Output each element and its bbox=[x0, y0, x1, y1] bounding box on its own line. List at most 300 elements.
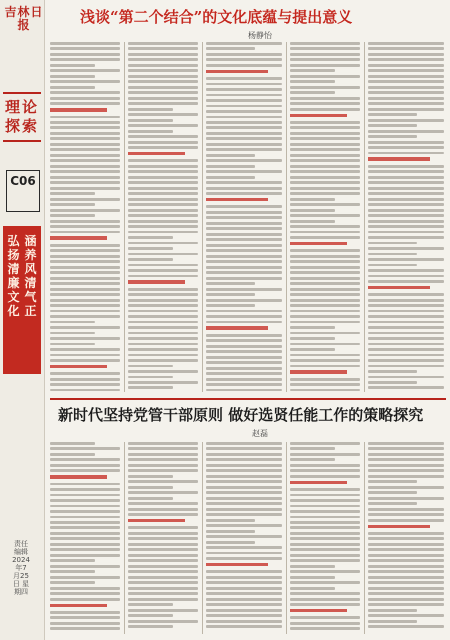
text-line-placeholder bbox=[206, 53, 282, 56]
text-line-placeholder bbox=[128, 181, 198, 184]
text-line-placeholder bbox=[206, 361, 282, 364]
text-line-placeholder bbox=[128, 209, 198, 212]
text-line-placeholder bbox=[206, 121, 282, 124]
text-line-placeholder bbox=[50, 97, 120, 100]
text-line-placeholder bbox=[50, 442, 95, 445]
text-line-placeholder bbox=[128, 192, 198, 195]
text-line-placeholder bbox=[50, 220, 120, 223]
text-line-placeholder bbox=[368, 447, 444, 450]
text-line-placeholder bbox=[50, 47, 120, 50]
text-line-placeholder bbox=[206, 94, 282, 97]
text-line-placeholder bbox=[50, 537, 120, 540]
text-line-placeholder bbox=[368, 108, 444, 111]
text-line-placeholder bbox=[128, 526, 198, 529]
text-line-placeholder bbox=[368, 47, 444, 50]
text-line-placeholder bbox=[368, 343, 444, 346]
text-line-placeholder bbox=[368, 269, 444, 272]
text-line-placeholder bbox=[128, 565, 198, 568]
text-line-placeholder bbox=[368, 231, 444, 234]
text-line-placeholder bbox=[206, 233, 282, 236]
text-line-placeholder bbox=[368, 299, 444, 302]
text-line-placeholder bbox=[206, 581, 282, 584]
text-line-placeholder bbox=[206, 238, 282, 241]
text-line-placeholder bbox=[206, 546, 282, 549]
text-line-placeholder bbox=[206, 88, 282, 91]
subheading-placeholder bbox=[128, 280, 185, 283]
text-line-placeholder bbox=[206, 350, 282, 353]
text-line-placeholder bbox=[368, 480, 417, 483]
text-line-placeholder bbox=[368, 264, 417, 267]
section-divider bbox=[50, 398, 446, 400]
text-line-placeholder bbox=[290, 310, 360, 313]
text-line-placeholder bbox=[290, 97, 360, 100]
text-line-placeholder bbox=[368, 209, 444, 212]
text-line-placeholder bbox=[50, 383, 120, 386]
text-line-placeholder bbox=[290, 47, 360, 50]
article1-column-3 bbox=[206, 42, 282, 392]
text-line-placeholder bbox=[206, 310, 282, 313]
subheading-placeholder bbox=[50, 365, 107, 368]
text-line-placeholder bbox=[368, 559, 444, 562]
text-line-placeholder bbox=[128, 537, 198, 540]
text-line-placeholder bbox=[368, 548, 444, 551]
column-rule bbox=[364, 42, 365, 392]
text-line-placeholder bbox=[128, 69, 198, 72]
text-line-placeholder bbox=[128, 264, 198, 267]
text-line-placeholder bbox=[290, 321, 360, 324]
text-line-placeholder bbox=[206, 378, 282, 381]
text-line-placeholder bbox=[368, 381, 417, 384]
text-line-placeholder bbox=[368, 293, 444, 296]
text-line-placeholder bbox=[368, 453, 444, 456]
text-line-placeholder bbox=[206, 598, 282, 601]
text-line-placeholder bbox=[206, 614, 282, 617]
text-line-placeholder bbox=[128, 108, 173, 111]
text-line-placeholder bbox=[290, 198, 335, 201]
text-line-placeholder bbox=[290, 559, 360, 562]
article2-author: 赵磊 bbox=[252, 429, 268, 438]
text-line-placeholder bbox=[128, 187, 198, 190]
text-line-placeholder bbox=[206, 216, 282, 219]
text-line-placeholder bbox=[290, 126, 360, 129]
subheading-placeholder bbox=[290, 481, 347, 484]
text-line-placeholder bbox=[290, 453, 360, 456]
text-line-placeholder bbox=[290, 442, 360, 445]
text-line-placeholder bbox=[128, 603, 173, 606]
text-line-placeholder bbox=[368, 475, 444, 478]
column-rule bbox=[364, 442, 365, 634]
text-line-placeholder bbox=[290, 154, 360, 157]
text-line-placeholder bbox=[128, 587, 198, 590]
text-line-placeholder bbox=[368, 124, 417, 127]
text-line-placeholder bbox=[50, 244, 120, 247]
text-line-placeholder bbox=[290, 249, 360, 252]
text-line-placeholder bbox=[128, 592, 198, 595]
text-line-placeholder bbox=[290, 108, 360, 111]
text-line-placeholder bbox=[206, 132, 282, 135]
text-line-placeholder bbox=[50, 271, 120, 274]
text-line-placeholder bbox=[206, 557, 282, 560]
text-line-placeholder bbox=[368, 165, 444, 168]
text-line-placeholder bbox=[368, 321, 444, 324]
text-line-placeholder bbox=[50, 592, 120, 595]
text-line-placeholder bbox=[50, 627, 120, 630]
text-line-placeholder bbox=[50, 132, 120, 135]
text-line-placeholder bbox=[128, 299, 198, 302]
text-line-placeholder bbox=[206, 502, 282, 505]
text-line-placeholder bbox=[290, 354, 360, 357]
text-line-placeholder bbox=[290, 537, 360, 540]
publication-meta: 责任编辑 2024年7月25日 星期四 bbox=[12, 540, 30, 596]
text-line-placeholder bbox=[128, 532, 198, 535]
text-line-placeholder bbox=[206, 587, 282, 590]
text-line-placeholder bbox=[128, 80, 198, 83]
text-line-placeholder bbox=[128, 214, 198, 217]
text-line-placeholder bbox=[128, 247, 173, 250]
text-line-placeholder bbox=[206, 159, 282, 162]
text-line-placeholder bbox=[368, 603, 444, 606]
text-line-placeholder bbox=[128, 475, 173, 478]
text-line-placeholder bbox=[50, 288, 120, 291]
text-line-placeholder bbox=[50, 310, 120, 313]
text-line-placeholder bbox=[368, 53, 444, 56]
text-line-placeholder bbox=[128, 497, 173, 500]
text-line-placeholder bbox=[290, 447, 335, 450]
text-line-placeholder bbox=[128, 42, 198, 45]
text-line-placeholder bbox=[290, 516, 360, 519]
text-line-placeholder bbox=[128, 486, 173, 489]
text-line-placeholder bbox=[290, 165, 360, 168]
text-line-placeholder bbox=[50, 214, 95, 217]
text-line-placeholder bbox=[290, 143, 360, 146]
text-line-placeholder bbox=[206, 126, 282, 129]
text-line-placeholder bbox=[206, 486, 282, 489]
text-line-placeholder bbox=[290, 176, 360, 179]
text-line-placeholder bbox=[368, 315, 444, 318]
text-line-placeholder bbox=[50, 372, 120, 375]
text-line-placeholder bbox=[206, 105, 282, 108]
text-line-placeholder bbox=[368, 275, 444, 278]
text-line-placeholder bbox=[128, 354, 198, 357]
text-line-placeholder bbox=[50, 170, 120, 173]
text-line-placeholder bbox=[128, 453, 198, 456]
text-line-placeholder bbox=[50, 516, 120, 519]
text-line-placeholder bbox=[368, 119, 444, 122]
text-line-placeholder bbox=[50, 126, 120, 129]
text-line-placeholder bbox=[50, 389, 120, 392]
text-line-placeholder bbox=[368, 570, 444, 573]
text-line-placeholder bbox=[206, 442, 282, 445]
text-line-placeholder bbox=[290, 282, 360, 285]
text-line-placeholder bbox=[206, 170, 282, 173]
text-line-placeholder bbox=[290, 231, 360, 234]
text-line-placeholder bbox=[128, 469, 198, 472]
subheading-placeholder bbox=[368, 157, 430, 160]
text-line-placeholder bbox=[290, 75, 360, 78]
text-line-placeholder bbox=[206, 339, 282, 342]
text-line-placeholder bbox=[206, 530, 255, 533]
text-line-placeholder bbox=[290, 532, 360, 535]
text-line-placeholder bbox=[368, 359, 444, 362]
text-line-placeholder bbox=[206, 192, 282, 195]
text-line-placeholder bbox=[50, 510, 120, 513]
text-line-placeholder bbox=[368, 181, 444, 184]
text-line-placeholder bbox=[206, 315, 282, 318]
text-line-placeholder bbox=[206, 227, 282, 230]
article1-column-5 bbox=[368, 42, 444, 392]
text-line-placeholder bbox=[50, 192, 95, 195]
column-rule bbox=[124, 442, 125, 634]
text-line-placeholder bbox=[290, 299, 360, 302]
text-line-placeholder bbox=[50, 559, 95, 562]
text-line-placeholder bbox=[368, 625, 444, 628]
text-line-placeholder bbox=[206, 552, 282, 555]
text-line-placeholder bbox=[128, 236, 173, 239]
text-line-placeholder bbox=[206, 211, 282, 214]
text-line-placeholder bbox=[368, 192, 444, 195]
text-line-placeholder bbox=[206, 288, 282, 291]
text-line-placeholder bbox=[128, 376, 173, 379]
text-line-placeholder bbox=[50, 488, 120, 491]
subheading-placeholder bbox=[368, 525, 430, 528]
text-line-placeholder bbox=[290, 315, 360, 318]
text-line-placeholder bbox=[290, 293, 360, 296]
text-line-placeholder bbox=[128, 447, 198, 450]
text-line-placeholder bbox=[368, 614, 444, 617]
text-line-placeholder bbox=[50, 91, 120, 94]
text-line-placeholder bbox=[128, 508, 198, 511]
text-line-placeholder bbox=[368, 326, 444, 329]
text-line-placeholder bbox=[128, 570, 198, 573]
text-line-placeholder bbox=[206, 475, 282, 478]
text-line-placeholder bbox=[368, 170, 444, 173]
text-line-placeholder bbox=[290, 220, 335, 223]
text-line-placeholder bbox=[50, 198, 120, 201]
text-line-placeholder bbox=[206, 181, 282, 184]
text-line-placeholder bbox=[50, 581, 95, 584]
text-line-placeholder bbox=[290, 587, 335, 590]
text-line-placeholder bbox=[128, 269, 198, 272]
text-line-placeholder bbox=[50, 532, 120, 535]
text-line-placeholder bbox=[50, 505, 120, 508]
column-rule bbox=[202, 42, 203, 392]
text-line-placeholder bbox=[128, 337, 198, 340]
article2-column-4 bbox=[290, 442, 360, 634]
text-line-placeholder bbox=[206, 383, 282, 386]
text-line-placeholder bbox=[206, 497, 282, 500]
text-line-placeholder bbox=[290, 192, 360, 195]
text-line-placeholder bbox=[290, 488, 360, 491]
text-line-placeholder bbox=[368, 491, 417, 494]
text-line-placeholder bbox=[50, 548, 120, 551]
text-line-placeholder bbox=[206, 99, 282, 102]
text-line-placeholder bbox=[50, 69, 120, 72]
text-line-placeholder bbox=[128, 176, 198, 179]
article2-title: 新时代坚持党管干部原则 做好选贤任能工作的策略探究 bbox=[58, 406, 424, 424]
text-line-placeholder bbox=[368, 537, 444, 540]
text-line-placeholder bbox=[206, 570, 282, 573]
text-line-placeholder bbox=[206, 148, 282, 151]
text-line-placeholder bbox=[290, 271, 360, 274]
text-line-placeholder bbox=[206, 625, 282, 628]
text-line-placeholder bbox=[290, 187, 360, 190]
text-line-placeholder bbox=[128, 442, 198, 445]
text-line-placeholder bbox=[290, 326, 335, 329]
text-line-placeholder bbox=[368, 75, 444, 78]
text-line-placeholder bbox=[206, 508, 282, 511]
text-line-placeholder bbox=[368, 587, 444, 590]
text-line-placeholder bbox=[368, 58, 444, 61]
text-line-placeholder bbox=[206, 205, 282, 208]
page-number: C06 bbox=[6, 170, 40, 212]
article1-column-2 bbox=[128, 42, 198, 392]
subheading-placeholder bbox=[206, 70, 268, 73]
text-line-placeholder bbox=[368, 225, 444, 228]
text-line-placeholder bbox=[50, 315, 120, 318]
text-line-placeholder bbox=[368, 187, 444, 190]
text-line-placeholder bbox=[290, 554, 360, 557]
text-line-placeholder bbox=[50, 526, 120, 529]
text-line-placeholder bbox=[128, 310, 198, 313]
text-line-placeholder bbox=[290, 148, 360, 151]
text-line-placeholder bbox=[206, 42, 282, 45]
text-line-placeholder bbox=[50, 282, 120, 285]
text-line-placeholder bbox=[206, 345, 282, 348]
text-line-placeholder bbox=[368, 598, 444, 601]
text-line-placeholder bbox=[368, 486, 444, 489]
text-line-placeholder bbox=[50, 332, 95, 335]
subheading-placeholder bbox=[206, 198, 268, 201]
text-line-placeholder bbox=[368, 141, 444, 144]
subheading-placeholder bbox=[50, 604, 107, 607]
text-line-placeholder bbox=[206, 143, 282, 146]
text-line-placeholder bbox=[206, 116, 282, 119]
subheading-placeholder bbox=[206, 563, 268, 566]
text-line-placeholder bbox=[128, 58, 198, 61]
text-line-placeholder bbox=[128, 554, 198, 557]
text-line-placeholder bbox=[206, 592, 282, 595]
text-line-placeholder bbox=[206, 47, 255, 50]
text-line-placeholder bbox=[128, 381, 198, 384]
text-line-placeholder bbox=[128, 91, 198, 94]
text-line-placeholder bbox=[206, 464, 282, 467]
text-line-placeholder bbox=[50, 622, 120, 625]
text-line-placeholder bbox=[206, 137, 282, 140]
text-line-placeholder bbox=[368, 80, 444, 83]
text-line-placeholder bbox=[50, 447, 120, 450]
text-line-placeholder bbox=[206, 620, 282, 623]
text-line-placeholder bbox=[368, 258, 444, 261]
text-line-placeholder bbox=[368, 508, 444, 511]
text-line-placeholder bbox=[50, 209, 120, 212]
text-line-placeholder bbox=[206, 249, 282, 252]
text-line-placeholder bbox=[290, 236, 360, 239]
article1-column-4 bbox=[290, 42, 360, 392]
text-line-placeholder bbox=[206, 453, 282, 456]
text-line-placeholder bbox=[368, 86, 444, 89]
text-line-placeholder bbox=[290, 266, 360, 269]
text-line-placeholder bbox=[128, 581, 198, 584]
text-line-placeholder bbox=[290, 526, 360, 529]
text-line-placeholder bbox=[368, 576, 444, 579]
article2-column-1 bbox=[50, 442, 120, 634]
text-line-placeholder bbox=[206, 293, 255, 296]
text-line-placeholder bbox=[128, 332, 198, 335]
text-line-placeholder bbox=[50, 348, 120, 351]
text-line-placeholder bbox=[50, 75, 95, 78]
text-line-placeholder bbox=[50, 570, 95, 573]
text-line-placeholder bbox=[128, 102, 198, 105]
text-line-placeholder bbox=[50, 453, 95, 456]
text-line-placeholder bbox=[206, 110, 282, 113]
text-line-placeholder bbox=[368, 502, 417, 505]
text-line-placeholder bbox=[128, 146, 198, 149]
text-line-placeholder bbox=[128, 47, 198, 50]
text-line-placeholder bbox=[368, 386, 444, 389]
text-line-placeholder bbox=[50, 576, 120, 579]
text-line-placeholder bbox=[128, 370, 198, 373]
text-line-placeholder bbox=[368, 581, 444, 584]
text-line-placeholder bbox=[128, 502, 198, 505]
text-line-placeholder bbox=[368, 135, 417, 138]
column-rule bbox=[202, 442, 203, 634]
text-line-placeholder bbox=[290, 627, 360, 630]
text-line-placeholder bbox=[128, 543, 198, 546]
text-line-placeholder bbox=[50, 378, 120, 381]
text-line-placeholder bbox=[206, 271, 282, 274]
text-line-placeholder bbox=[128, 559, 198, 562]
text-line-placeholder bbox=[368, 130, 444, 133]
text-line-placeholder bbox=[206, 356, 282, 359]
text-line-placeholder bbox=[128, 135, 198, 138]
text-line-placeholder bbox=[206, 447, 282, 450]
text-line-placeholder bbox=[206, 83, 282, 86]
text-line-placeholder bbox=[50, 203, 95, 206]
text-line-placeholder bbox=[128, 491, 198, 494]
text-line-placeholder bbox=[290, 458, 335, 461]
text-line-placeholder bbox=[128, 159, 198, 162]
text-line-placeholder bbox=[368, 543, 444, 546]
text-line-placeholder bbox=[290, 288, 360, 291]
text-line-placeholder bbox=[50, 543, 120, 546]
text-line-placeholder bbox=[206, 535, 282, 538]
text-line-placeholder bbox=[368, 592, 444, 595]
text-line-placeholder bbox=[290, 64, 360, 67]
text-line-placeholder bbox=[206, 222, 282, 225]
text-line-placeholder bbox=[128, 348, 198, 351]
text-line-placeholder bbox=[50, 86, 95, 89]
text-line-placeholder bbox=[290, 521, 360, 524]
text-line-placeholder bbox=[206, 165, 255, 168]
text-line-placeholder bbox=[368, 146, 444, 149]
text-line-placeholder bbox=[50, 616, 120, 619]
text-line-placeholder bbox=[290, 603, 360, 606]
text-line-placeholder bbox=[206, 64, 282, 67]
text-line-placeholder bbox=[206, 176, 255, 179]
text-line-placeholder bbox=[50, 64, 95, 67]
text-line-placeholder bbox=[128, 464, 198, 467]
text-line-placeholder bbox=[368, 497, 444, 500]
text-line-placeholder bbox=[50, 598, 120, 601]
text-line-placeholder bbox=[50, 299, 120, 302]
text-line-placeholder bbox=[206, 491, 282, 494]
article2-column-5 bbox=[368, 442, 444, 634]
text-line-placeholder bbox=[50, 565, 120, 568]
text-line-placeholder bbox=[368, 337, 444, 340]
text-line-placeholder bbox=[368, 113, 417, 116]
column-rule bbox=[124, 42, 125, 392]
text-line-placeholder bbox=[128, 86, 198, 89]
